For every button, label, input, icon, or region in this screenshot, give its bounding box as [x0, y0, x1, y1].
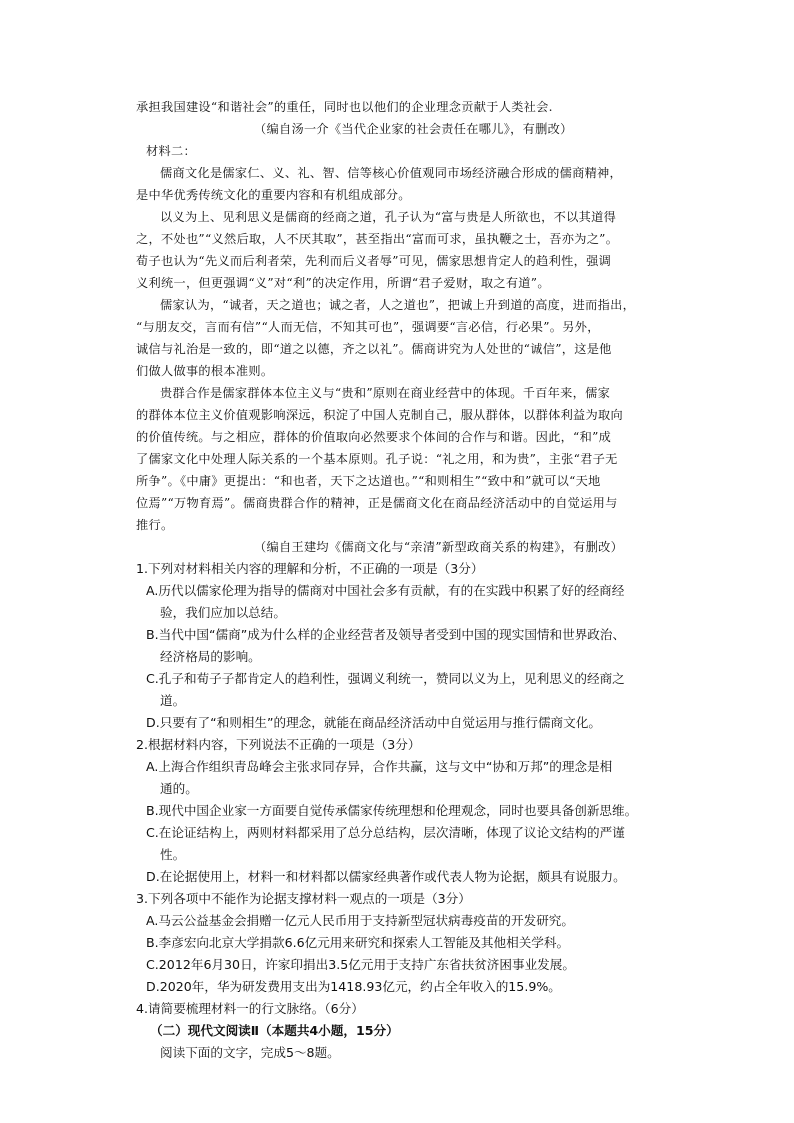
material2-line: 们做人做事的根本准则。 — [136, 364, 274, 378]
question-3-stem: 3.下列各项中不能作为论据支撑材料一观点的一项是（3分） — [136, 891, 471, 906]
question-1-option-b[interactable]: B.当代中国“儒商”成为什么样的企业经营者及领导者受到中国的现实国情和世界政治、 — [146, 627, 626, 642]
question-2-option-c-cont: 性。 — [160, 847, 186, 862]
material2-line: 之，不处也”“义然后取，人不厌其取”，甚至指出“富而可求，虽执鞭之士，吾亦为之”。 — [136, 232, 619, 246]
section-2-intro: 阅读下面的文字，完成5～8题。 — [160, 1045, 340, 1060]
question-2-option-b[interactable]: B.现代中国企业家一方面要自觉传承儒家传统理想和伦理观念，同时也要具备创新思维。 — [146, 803, 638, 818]
question-2-option-c[interactable]: C.在论证结构上，两则材料都采用了总分总结构，层次清晰，体现了议论文结构的严谨 — [146, 825, 625, 840]
material2-line: 了儒家文化中处理人际关系的一个基本原则。孔子说：“礼之用，和为贵”，主张“君子无 — [136, 452, 618, 466]
material2-line: 荀子也认为“先义而后利者荣，先利而后义者辱”可见，儒家思想肯定人的趋利性，强调 — [136, 254, 612, 268]
material2-line: 以义为上、见利思义是儒商的经商之道，孔子认为“富与贵是人所欲也，不以其道得 — [160, 210, 617, 224]
question-2-stem: 2.根据材料内容，下列说法不正确的一项是（3分） — [136, 737, 421, 752]
material2-line: 贵群合作是儒家群体本位主义与“贵和”原则在商业经营中的体现。千百年来，儒家 — [160, 386, 611, 400]
material1-source: （编自汤一介《当代企业家的社会责任在哪儿》，有删改） — [254, 122, 573, 136]
question-1-option-b-cont: 经济格局的影响。 — [160, 649, 261, 664]
material2-source: （编自王建均《儒商文化与“亲清”新型政商关系的构建》，有删改） — [254, 540, 624, 554]
question-1-option-c[interactable]: C.孔子和荀子子都肯定人的趋利性，强调义利统一，赞同以义为上，见利思义的经商之 — [146, 671, 625, 686]
question-3-option-c[interactable]: C.2012年6月30日，许家印捐出3.5亿元用于支持广东省扶贫济困事业发展。 — [146, 957, 575, 972]
material2-line: 推行。 — [136, 518, 174, 532]
section-2-heading: （二）现代文阅读Ⅱ（本题共4小题，15分） — [150, 1023, 399, 1038]
material2-line: 诚信与礼治是一致的，即“道之以德，齐之以礼”。儒商讲究为人处世的“诚信”，这是他 — [136, 342, 612, 356]
question-1-option-c-cont: 道。 — [160, 693, 186, 708]
material2-line: “与朋友交，言而有信”“人而无信，不知其可也”，强调要“言必信，行必果”。另外， — [136, 320, 600, 334]
question-2-option-d[interactable]: D.在论据使用上，材料一和材料都以儒家经典著作或代表人物为论据，颇具有说服力。 — [146, 869, 626, 884]
question-1-option-a-cont: 验，我们应加以总结。 — [160, 605, 286, 620]
material2-line: 儒家认为，“诚者，天之道也；诚之者，人之道也”，把诚上升到道的高度，进而指出， — [160, 298, 636, 312]
material2-line: 义利统一，但更强调“义”对“利”的决定作用，所谓“君子爱财，取之有道”。 — [136, 276, 550, 290]
material2-heading: 材料二： — [146, 144, 196, 158]
question-1-option-a[interactable]: A.历代以儒家伦理为指导的儒商对中国社会多有贡献，有的在实践中积累了好的经商经 — [146, 583, 625, 598]
material2-line: 的价值传统。与之相应，群体的价值取向必然要求个体间的合作与和谐。因此，“和”成 — [136, 430, 612, 444]
question-4-stem: 4.请简要梳理材料一的行文脉络。（6分） — [136, 1001, 364, 1016]
question-2-option-a-cont: 通的。 — [160, 781, 198, 796]
material1-last-line: 承担我国建设“和谐社会”的重任，同时也以他们的企业理念贡献于人类社会. — [136, 100, 553, 114]
question-3-option-b[interactable]: B.李彦宏向北京大学捐款6.6亿元用来研究和探索人工智能及其他相关学科。 — [146, 935, 570, 950]
material2-line: 所争”。《中庸》更提出：“和也者，天下之达道也。”“和则相生”“致中和”就可以“天地 — [136, 474, 601, 488]
material2-line: 位焉”“万物育焉”。儒商贵群合作的精神，正是儒商文化在商品经济活动中的自觉运用与 — [136, 496, 618, 510]
question-2-option-a[interactable]: A.上海合作组织青岛峰会主张求同存异，合作共赢，这与文中“协和万邦”的理念是相 — [146, 759, 613, 774]
material2-line: 是中华优秀传统文化的重要内容和有机组成部分。 — [136, 188, 411, 202]
material2-line: 儒商文化是儒家仁、义、礼、智、信等核心价值观同市场经济融合形成的儒商精神， — [160, 166, 623, 180]
question-3-option-d[interactable]: D.2020年，华为研发费用支出为1418.93亿元，约占全年收入的15.9%。 — [146, 979, 561, 994]
question-1-stem: 1.下列对材料相关内容的理解和分析，不正确的一项是（3分） — [136, 561, 484, 576]
material2-line: 的群体本位主义价值观影响深远，积淀了中国人克制自己，服从群体，以群体利益为取向 — [136, 408, 624, 422]
question-3-option-a[interactable]: A.马云公益基金会捐赠一亿元人民币用于支持新型冠状病毒疫苗的开发研究。 — [146, 913, 574, 928]
question-1-option-d[interactable]: D.只要有了“和则相生”的理念，就能在商品经济活动中自觉运用与推行儒商文化。 — [146, 715, 601, 730]
